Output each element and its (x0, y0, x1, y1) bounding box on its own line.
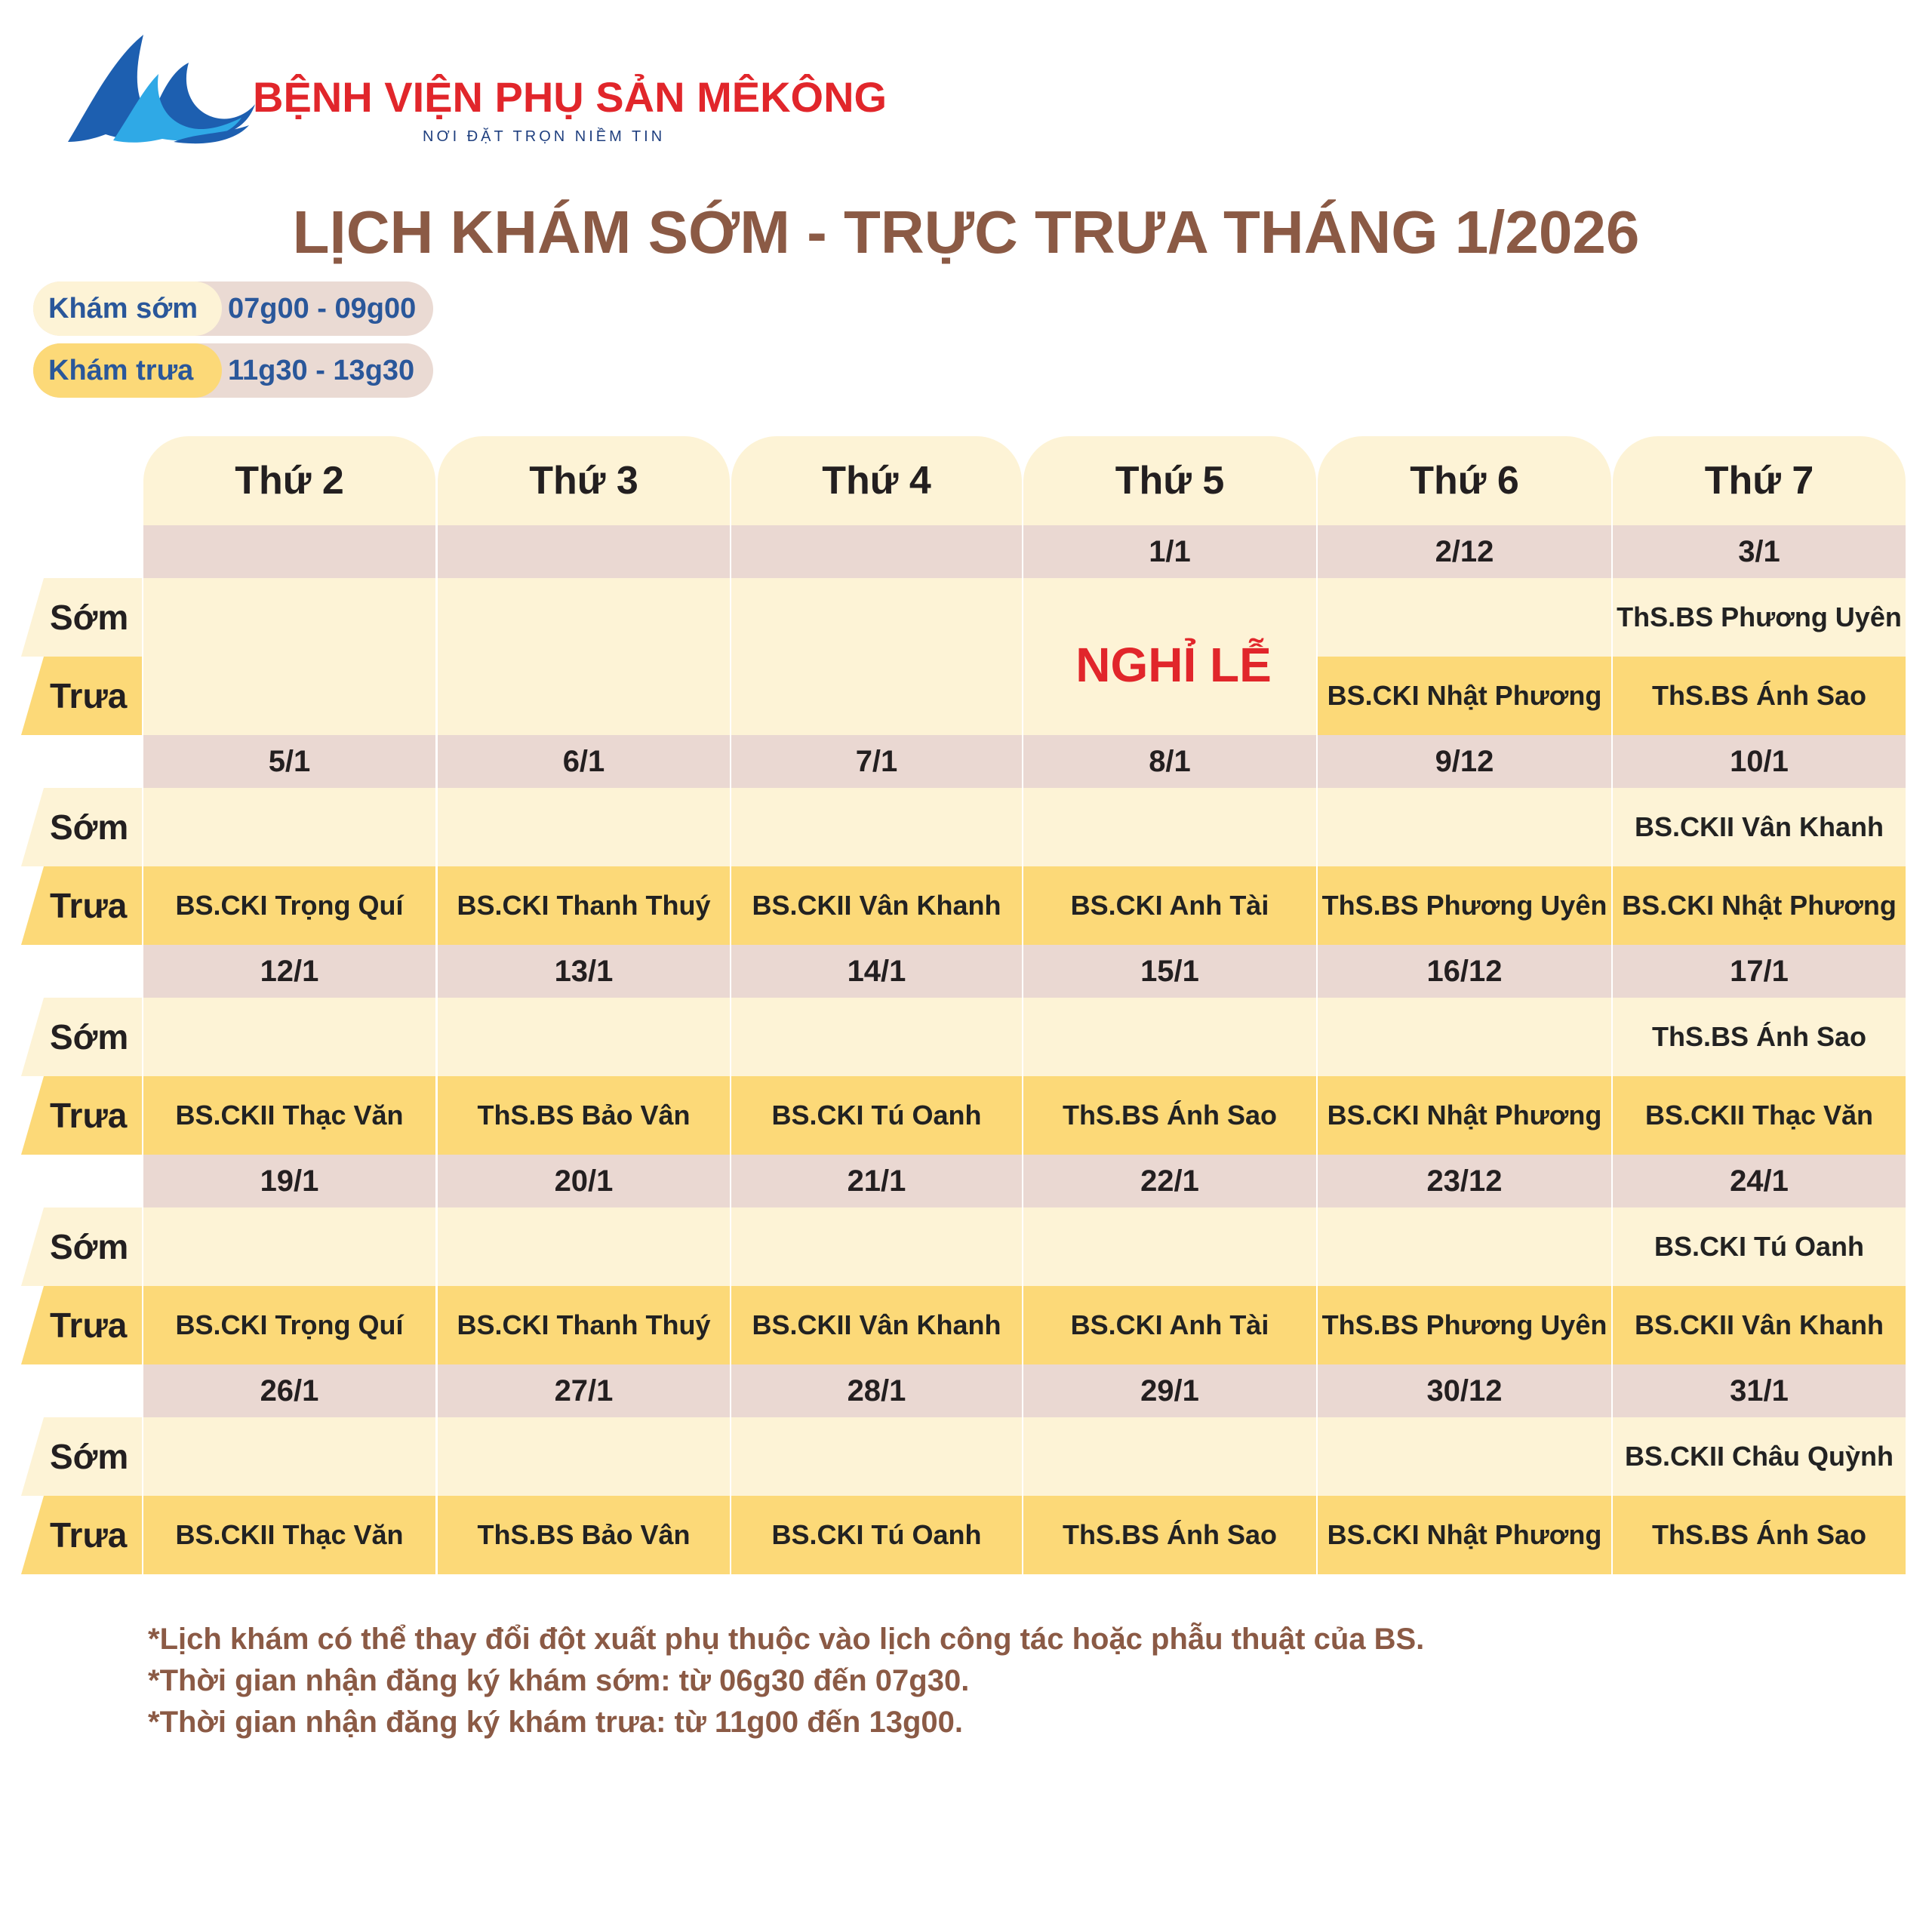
date-cell: 22/1 (1023, 1155, 1316, 1208)
row-label-text: Sớm (50, 1437, 129, 1476)
page-title: LỊCH KHÁM SỚM - TRỰC TRƯA THÁNG 1/2026 (292, 198, 1640, 266)
early-shift-cell (143, 578, 435, 657)
early-shift-cell (1318, 1417, 1611, 1496)
date-cell: 30/12 (1318, 1364, 1611, 1417)
noon-shift-cell: ThS.BS Phương Uyên (1318, 1286, 1611, 1364)
early-shift-cell (438, 998, 730, 1076)
day-header: Thứ 3 (438, 436, 730, 525)
noon-shift-cell: BS.CKI Anh Tài (1023, 866, 1316, 945)
early-shift-cell (1023, 788, 1316, 866)
noon-shift-cell: ThS.BS Ánh Sao (1023, 1496, 1316, 1574)
noon-shift-cell: BS.CKI Nhật Phương (1318, 1076, 1611, 1155)
noon-shift-cell: BS.CKI Nhật Phương (1613, 866, 1906, 945)
date-cell: 23/12 (1318, 1155, 1611, 1208)
early-hours-label: Khám sớm (33, 281, 222, 336)
noon-row-label (21, 1496, 142, 1574)
date-cell: 24/1 (1613, 1155, 1906, 1208)
date-cell: 27/1 (438, 1364, 730, 1417)
date-cell: 17/1 (1613, 945, 1906, 998)
early-shift-cell (1318, 788, 1611, 866)
early-shift-cell: BS.CKII Châu Quỳnh (1613, 1417, 1906, 1496)
early-shift-cell (1023, 1208, 1316, 1286)
day-header: Thứ 6 (1318, 436, 1611, 525)
date-cell: 3/1 (1613, 525, 1906, 578)
early-shift-cell (438, 1208, 730, 1286)
notes (148, 1619, 1424, 1743)
day-header: Thứ 5 (1023, 436, 1316, 525)
noon-hours-badge (33, 343, 433, 398)
early-shift-cell (1318, 998, 1611, 1076)
noon-hours-label: Khám trưa (33, 343, 222, 398)
row-label-text: Sớm (50, 808, 129, 847)
row-label-text: Sớm (50, 1017, 129, 1057)
date-cell: 28/1 (731, 1364, 1022, 1417)
date-cell: 1/1 (1023, 525, 1316, 578)
noon-shift-cell (438, 657, 730, 735)
date-cell (143, 525, 435, 578)
noon-shift-cell: BS.CKI Tú Oanh (731, 1496, 1022, 1574)
day-header: Thứ 4 (731, 436, 1022, 525)
hospital-name: BỆNH VIỆN PHỤ SẢN MÊKÔNG (253, 73, 888, 121)
early-shift-cell (1318, 578, 1611, 657)
date-cell: 8/1 (1023, 735, 1316, 788)
row-label-text: Trưa (50, 1515, 128, 1555)
date-cell (438, 525, 730, 578)
hospital-logo (60, 29, 888, 157)
note-line: *Thời gian nhận đăng ký khám trưa: từ 11g00 đến 13g00. (148, 1706, 963, 1739)
early-row-label (21, 578, 142, 657)
noon-shift-cell: BS.CKII Thạc Văn (1613, 1076, 1906, 1155)
early-shift-cell (1023, 998, 1316, 1076)
early-shift-cell: BS.CKI Tú Oanh (1613, 1208, 1906, 1286)
early-shift-cell: ThS.BS Ánh Sao (1613, 998, 1906, 1076)
date-cell: 7/1 (731, 735, 1022, 788)
date-cell: 6/1 (438, 735, 730, 788)
early-hours-time: 07g00 - 09g00 (228, 292, 417, 325)
noon-row-label (21, 866, 142, 945)
noon-shift-cell: BS.CKII Thạc Văn (143, 1076, 435, 1155)
row-label-text: Trưa (50, 1096, 128, 1135)
date-cell: 13/1 (438, 945, 730, 998)
date-cell (731, 525, 1022, 578)
early-shift-cell (731, 1208, 1022, 1286)
early-row-label (21, 1417, 142, 1496)
row-label-text: Trưa (50, 676, 128, 715)
date-cell: 29/1 (1023, 1364, 1316, 1417)
early-shift-cell (438, 788, 730, 866)
noon-shift-cell (143, 657, 435, 735)
noon-shift-cell: ThS.BS Phương Uyên (1318, 866, 1611, 945)
day-header: Thứ 7 (1613, 436, 1906, 525)
noon-shift-cell: ThS.BS Bảo Vân (438, 1496, 730, 1574)
early-shift-cell (1318, 1208, 1611, 1286)
note-line: *Lịch khám có thể thay đổi đột xuất phụ thuộc vào lịch công tác hoặc phẫu thuật của BS. (148, 1623, 1425, 1656)
noon-shift-cell: BS.CKI Nhật Phương (1318, 1496, 1611, 1574)
noon-shift-cell (731, 657, 1022, 735)
noon-row-label (21, 1076, 142, 1155)
noon-shift-cell: BS.CKI Tú Oanh (731, 1076, 1022, 1155)
day-header: Thứ 2 (143, 436, 435, 525)
early-shift-cell (143, 1208, 435, 1286)
early-shift-cell (143, 1417, 435, 1496)
wave-logo-icon (60, 29, 257, 149)
early-shift-cell (731, 1417, 1022, 1496)
row-label-text: Trưa (50, 1306, 128, 1345)
noon-shift-cell: BS.CKI Trọng Quí (143, 1286, 435, 1364)
date-cell: 14/1 (731, 945, 1022, 998)
holiday-label: NGHỈ LỄ (1075, 638, 1272, 692)
early-shift-cell (731, 578, 1022, 657)
date-cell: 20/1 (438, 1155, 730, 1208)
noon-shift-cell: BS.CKI Thanh Thuý (438, 1286, 730, 1364)
date-cell: 21/1 (731, 1155, 1022, 1208)
noon-row-label (21, 1286, 142, 1364)
row-label-text: Sớm (50, 1227, 129, 1266)
noon-shift-cell: BS.CKII Vân Khanh (1613, 1286, 1906, 1364)
noon-row-label (21, 657, 142, 735)
row-label-text: Sớm (50, 598, 129, 637)
early-shift-cell (731, 998, 1022, 1076)
noon-shift-cell: BS.CKII Thạc Văn (143, 1496, 435, 1574)
date-cell: 16/12 (1318, 945, 1611, 998)
date-cell: 9/12 (1318, 735, 1611, 788)
early-hours-badge (33, 281, 433, 336)
early-shift-cell: ThS.BS Phương Uyên (1613, 578, 1906, 657)
date-cell: 10/1 (1613, 735, 1906, 788)
date-cell: 19/1 (143, 1155, 435, 1208)
noon-shift-cell: ThS.BS Bảo Vân (438, 1076, 730, 1155)
noon-shift-cell: BS.CKI Anh Tài (1023, 1286, 1316, 1364)
noon-shift-cell: BS.CKI Thanh Thuý (438, 866, 730, 945)
noon-shift-cell: ThS.BS Ánh Sao (1613, 657, 1906, 735)
date-cell: 12/1 (143, 945, 435, 998)
noon-shift-cell: ThS.BS Ánh Sao (1023, 1076, 1316, 1155)
noon-shift-cell: BS.CKI Nhật Phương (1318, 657, 1611, 735)
note-line: *Thời gian nhận đăng ký khám sớm: từ 06g30 đến 07g30. (148, 1664, 970, 1697)
noon-shift-cell: ThS.BS Ánh Sao (1613, 1496, 1906, 1574)
noon-hours-time: 11g30 - 13g30 (228, 354, 415, 386)
early-shift-cell (731, 788, 1022, 866)
early-shift-cell (438, 1417, 730, 1496)
date-cell: 31/1 (1613, 1364, 1906, 1417)
date-cell: 15/1 (1023, 945, 1316, 998)
early-row-label (21, 998, 142, 1076)
early-shift-cell (143, 998, 435, 1076)
date-cell: 2/12 (1318, 525, 1611, 578)
row-label-text: Trưa (50, 886, 128, 925)
date-cell: 5/1 (143, 735, 435, 788)
noon-shift-cell: BS.CKI Trọng Quí (143, 866, 435, 945)
noon-shift-cell: BS.CKII Vân Khanh (731, 866, 1022, 945)
early-shift-cell (143, 788, 435, 866)
noon-shift-cell: BS.CKII Vân Khanh (731, 1286, 1022, 1364)
early-shift-cell (1023, 1417, 1316, 1496)
hospital-slogan: NƠI ĐẶT TRỌN NIỀM TIN (423, 128, 666, 145)
early-shift-cell (438, 578, 730, 657)
early-row-label (21, 1208, 142, 1286)
date-cell: 26/1 (143, 1364, 435, 1417)
early-row-label (21, 788, 142, 866)
early-shift-cell: BS.CKII Vân Khanh (1613, 788, 1906, 866)
